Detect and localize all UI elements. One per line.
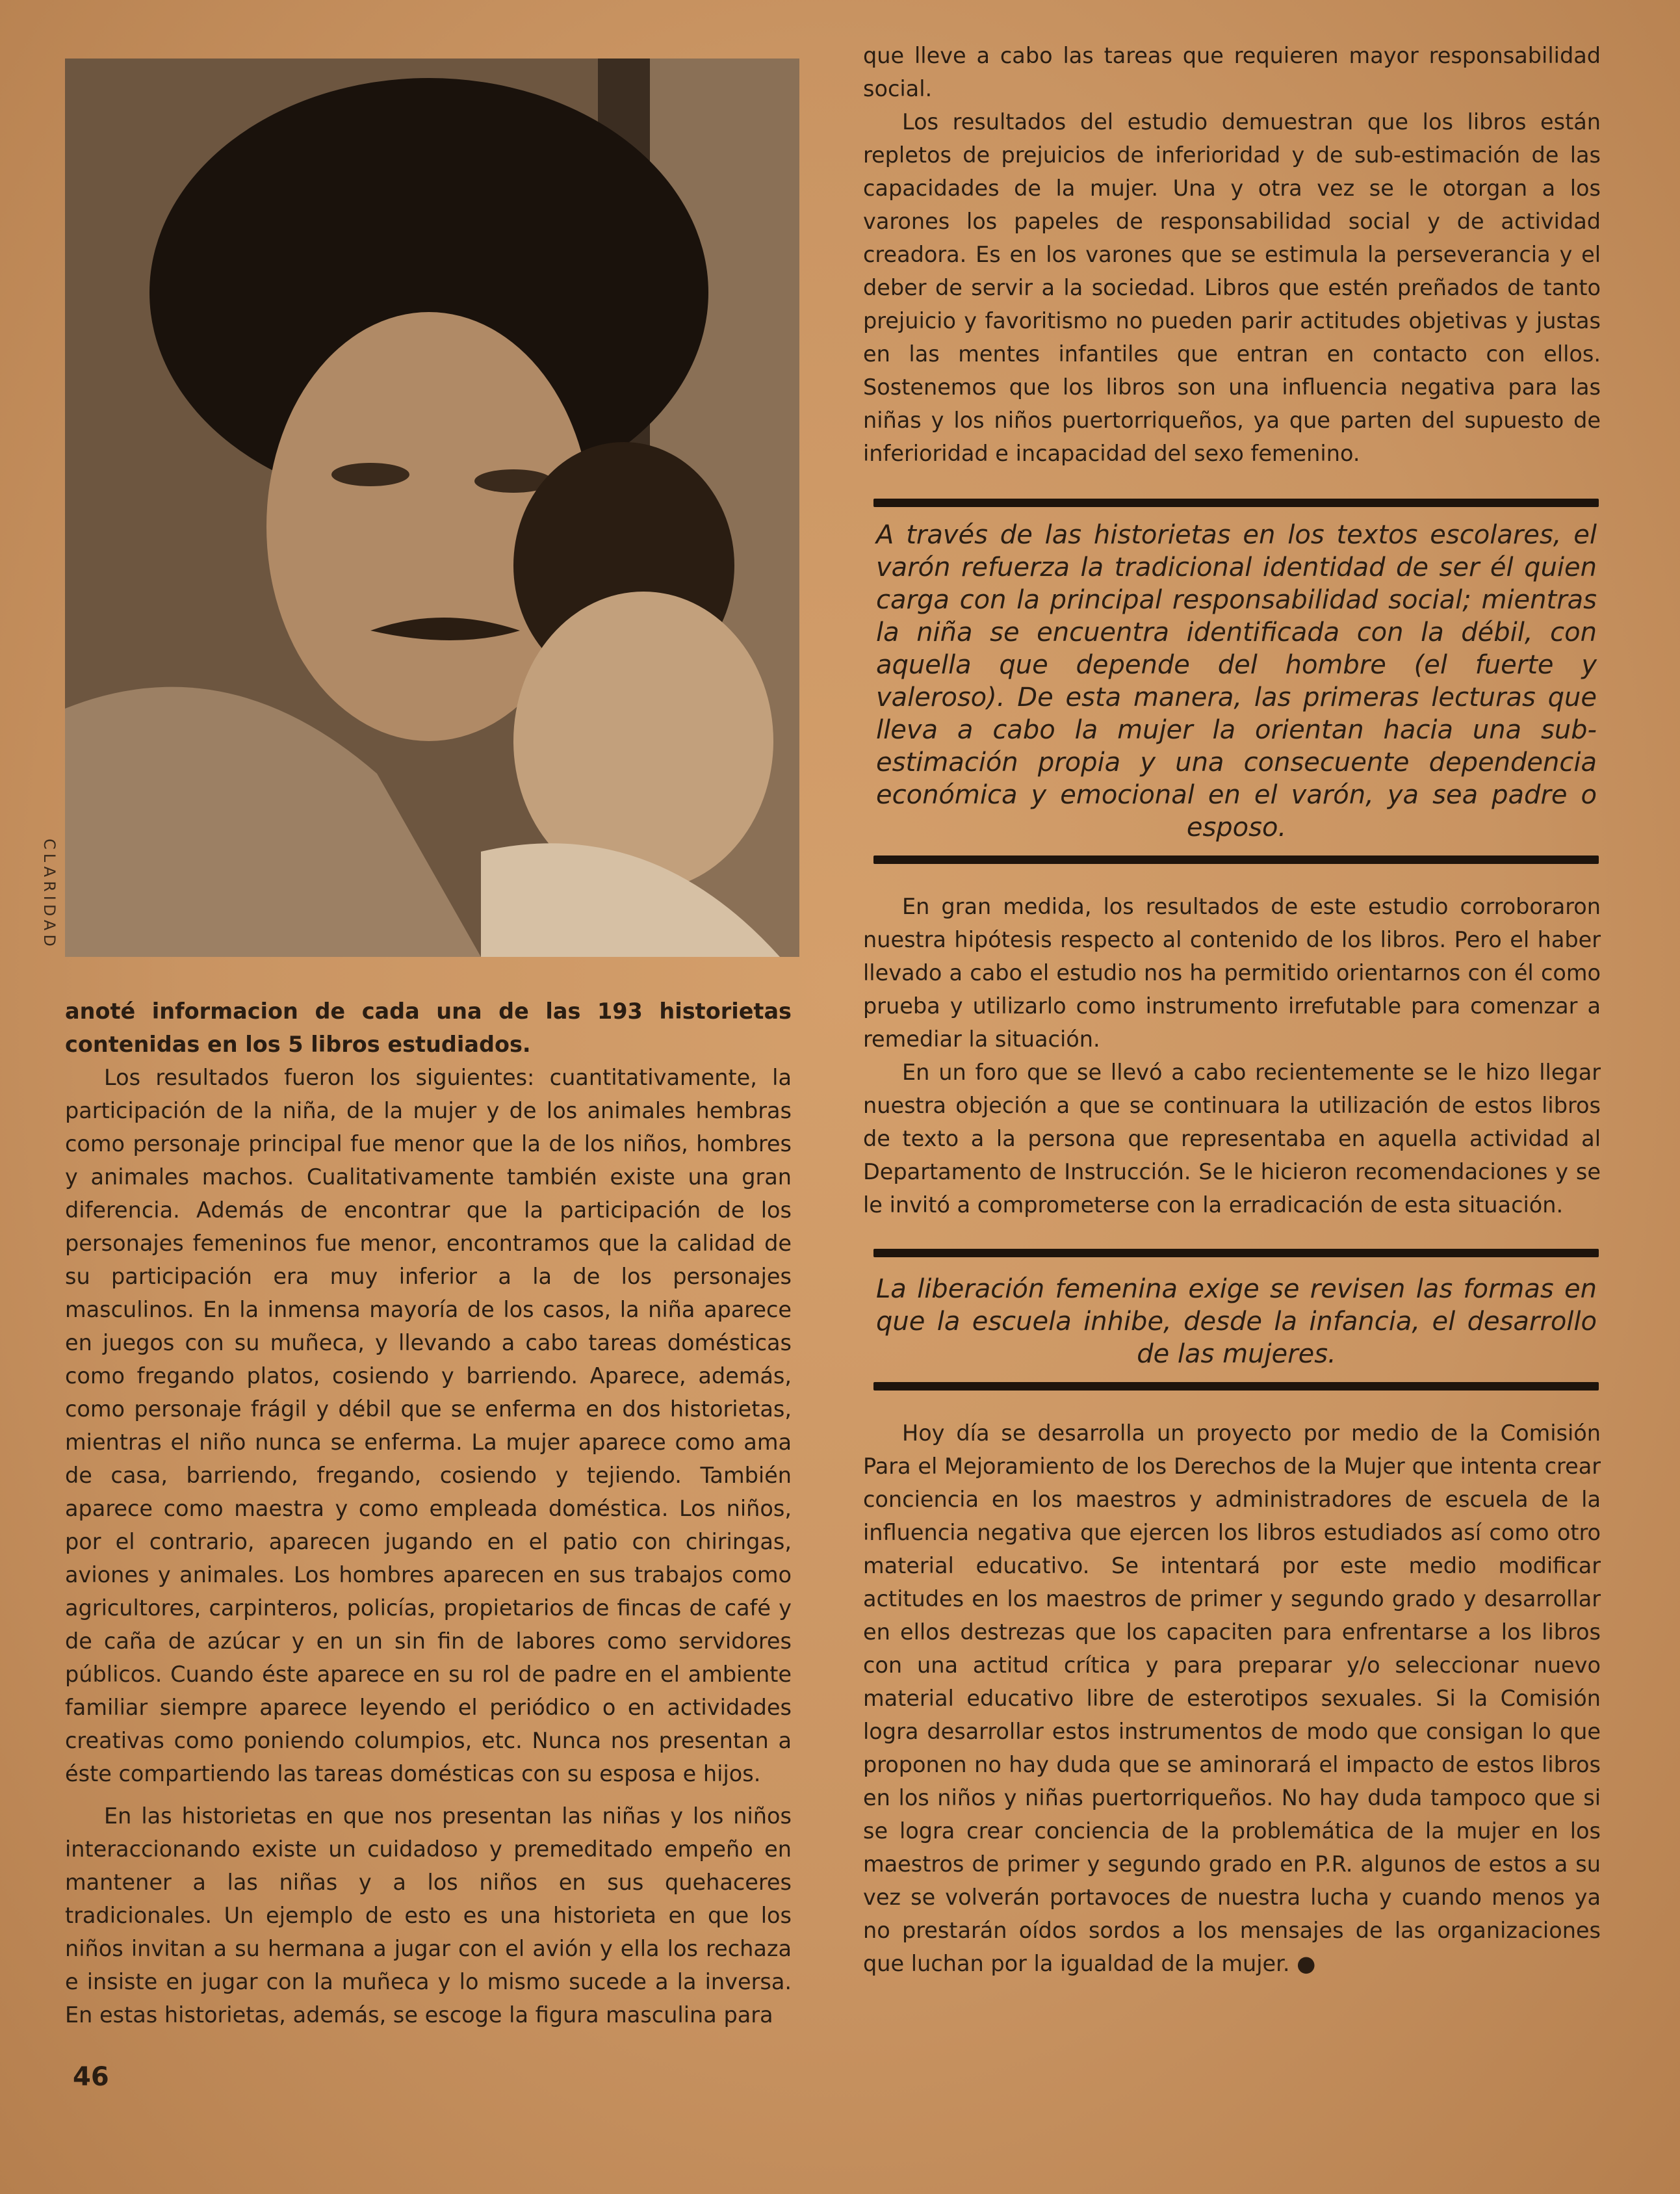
paragraph: En un foro que se llevó a cabo recientemente se le hizo llegar nuestra objeción a que se continuara la utilización de estos libros de texto a la persona que representaba en aquella actividad al Departamento de Instrucción. Se le hicieron recomendaciones y se le invitó a comprometerse con la erradicación de esta situación. [863,1060,1601,1218]
paragraph: que lleve a cabo las tareas que requieren mayor responsabilidad social. [863,43,1601,101]
left-column [65,995,792,2031]
divider-rule [873,1249,1599,1257]
right-column [863,39,1601,1980]
photo-credit: CLARIDAD [40,839,58,950]
paragraph: Los resultados fueron los siguientes: cuantitativamente, la participación de la niña, de la mujer y de los animales hembras como personaje principal fue menor que la de los niños, hombres y animales machos. Cualitativamente también existe una gran diferencia. Además de encontrar que la participación de los personajes femeninos fue menor, encontramos que la calidad de su participación era muy inferior a la de los personajes masculinos. En la inmensa mayoría de los casos, la niña aparece en juegos con su muñeca, y llevando a cabo tareas domésticas como fregando platos, cosiendo y barriendo. Aparece, además, como personaje frágil y débil que se enferma en dos historietas, mientras el niño nunca se enferma. La mujer aparece como ama de casa, barriendo, fregando, cosiendo y tejiendo. También aparece como maestra y como empleada doméstica. Los niños, por el contrario, aparecen jugando en el patio con chiringas, aviones y animales. Los hombres aparecen en sus trabajos como agricultores, carpinteros, policías, propietarios de fincas de café y de caña de azúcar y en un sin fin de labores como servidores públicos. Cuando éste aparece en su rol de padre en el ambiente familiar siempre aparece leyendo el periódico o en actividades creativas como poniendo columpios, etc. Nunca nos presentan a éste compartiendo las tareas domésticas con su esposa e hijos. [65,1065,792,1786]
paragraph: anoté informacion de cada una de las 193 historietas contenidas en los 5 libros estudiados. [65,999,792,1057]
paragraph: En gran medida, los resultados de este estudio corroboraron nuestra hipótesis respecto al contenido de los libros. Pero el haber llevado a cabo el estudio nos ha permitido orientarnos con él como prueba y utilizarlo como instrumento irrefutable para comenzar a remediar la situación. [863,894,1601,1052]
photo-father-and-daughter [65,59,799,957]
pull-quote: La liberación femenina exige se revisen las formas en que la escuela inhibe, desde la infancia, el desarrollo de las mujeres. [876,1274,1597,1369]
divider-rule [873,1382,1599,1391]
paragraph: Hoy día se desarrolla un proyecto por medio de la Comisión Para el Mejoramiento de los Derechos de la Mujer que intenta crear conciencia en los maestros y administradores de escuela de la influencia negativa que ejercen los libros estudiados así como otro material educativo. Se intentará por este medio modificar actitudes en los maestros de primer y segundo grado y desarrollar en ellos destrezas que los capaciten para enfrentarse a los libros con una actitud crítica y para preparar y/o seleccionar nuevo material educativo libre de esterotipos sexuales. Si la Comisión logra desarrollar estos instrumentos de modo que consigan lo que proponen no hay duda que se aminorará el impacto de estos libros en los niños y niñas puertorriqueños. No hay duda tampoco que si se logra crear conciencia de la problemática de la mujer en los maestros de primer y segundo grado en P.R. algunos de estos a su vez se volverán portavoces de nuestra lucha y cuando menos ya no prestarán oídos sordos a los mensajes de las organizaciones que luchan por la igualdad de la mujer. ● [863,1420,1601,1976]
pull-quote: A través de las historietas en los textos escolares, el varón refuerza la tradicional identidad de ser él quien carga con la principal responsabilidad social; mientras la niña se encuentra identificada con la débil, con aquella que depende del hombre (el fuerte y valeroso). De esta manera, las primeras lecturas que lleva a cabo la mujer la orientan hacia una sub-estimación propia y una consecuente dependencia económica y emocional en el varón, ya sea padre o esposo. [876,520,1597,842]
paragraph: En las historietas en que nos presentan las niñas y los niños interaccionando existe un cuidadoso y premeditado empeño en mantener a las niñas y a los niños en sus quehaceres tradicionales. Un ejemplo de esto es una historieta en que los niños invitan a su hermana a jugar con el avión y ella los rechaza e insiste en jugar con la muñeca y lo mismo sucede a la inversa. En estas historietas, además, se escoge la figura masculina para [65,1803,792,2028]
page-number: 46 [73,2062,109,2092]
divider-rule [873,499,1599,507]
photo-image [65,59,799,957]
paragraph: Los resultados del estudio demuestran que los libros están repletos de prejuicios de inferioridad y de sub-estimación de las capacidades de la mujer. Una y otra vez se le otorgan a los varones los papeles de responsabilidad social y de actividad creadora. Es en los varones que se estimula la perseverancia y el deber de servir a la sociedad. Libros que estén preñados de tanto prejuicio y favoritismo no pueden parir actitudes objetivas y justas en las mentes infantiles que entran en contacto con ellos. Sostenemos que los libros son una influencia negativa para las niñas y los niños puertorriqueños, ya que parten del supuesto de inferioridad e incapacidad del sexo femenino. [863,109,1601,466]
divider-rule [873,855,1599,864]
